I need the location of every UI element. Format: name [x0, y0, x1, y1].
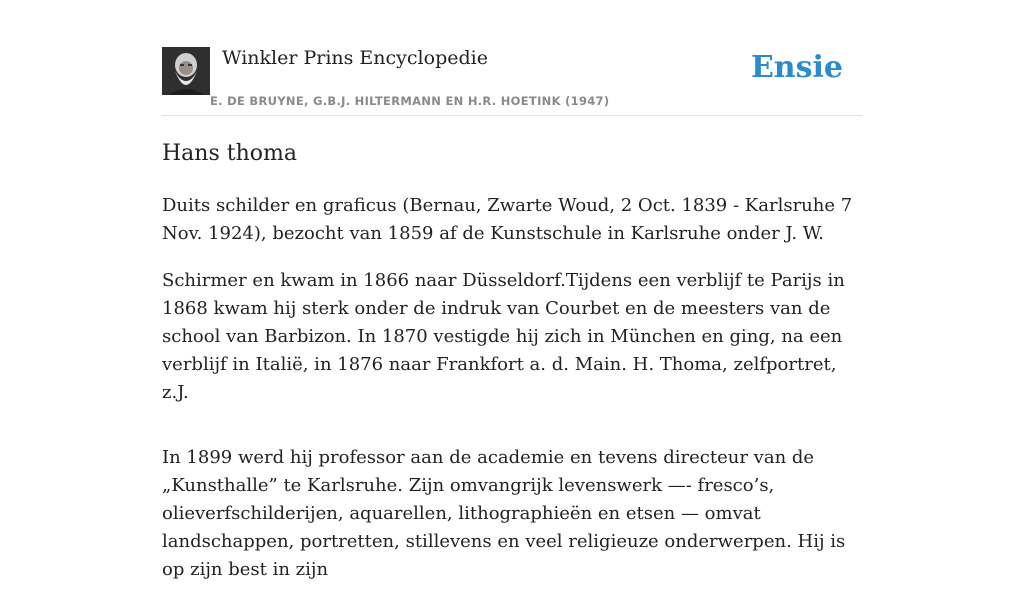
brand-logo[interactable]: Ensie	[750, 50, 843, 85]
article-paragraph: Schirmer en kwam in 1866 naar Düsseldorf.Tijdens een verblijf te Parijs in 1868 kwam hij sterk onder de indruk van Courbet en de meesters van de school van Barbizon. In 1870 vestigde hij zich in München en ging, na een verblijf in Italië, in 1876 naar Frankfort a. d. Main. H. Thoma, zelfportret, z.J.	[162, 270, 845, 403]
author-avatar[interactable]	[162, 47, 210, 95]
portrait-icon	[162, 47, 210, 95]
authors-line: E. DE BRUYNE, G.B.J. HILTERMANN EN H.R. HOETINK (1947)	[210, 94, 610, 108]
site-title[interactable]: Winkler Prins Encyclopedie	[222, 47, 488, 69]
article-paragraph: Duits schilder en graficus (Bernau, Zwarte Woud, 2 Oct. 1839 - Karlsruhe 7 Nov. 1924), bezocht van 1859 af de Kunstschule in Karlsruhe onder J. W.	[162, 195, 853, 244]
site-header	[162, 45, 862, 116]
article	[162, 139, 862, 603]
article-title: Hans thoma	[162, 141, 297, 166]
article-paragraph: In 1899 werd hij professor aan de academie en tevens directeur van de „Kunsthalle” te Karlsruhe. Zijn omvangrijk levenswerk —- fresco’s, olieverfschilderijen, aquarellen, lithographieën en etsen — omvat landschappen, portretten, stillevens en veel religieuze onderwerpen. Hij is op zijn best in zijn	[162, 447, 846, 580]
